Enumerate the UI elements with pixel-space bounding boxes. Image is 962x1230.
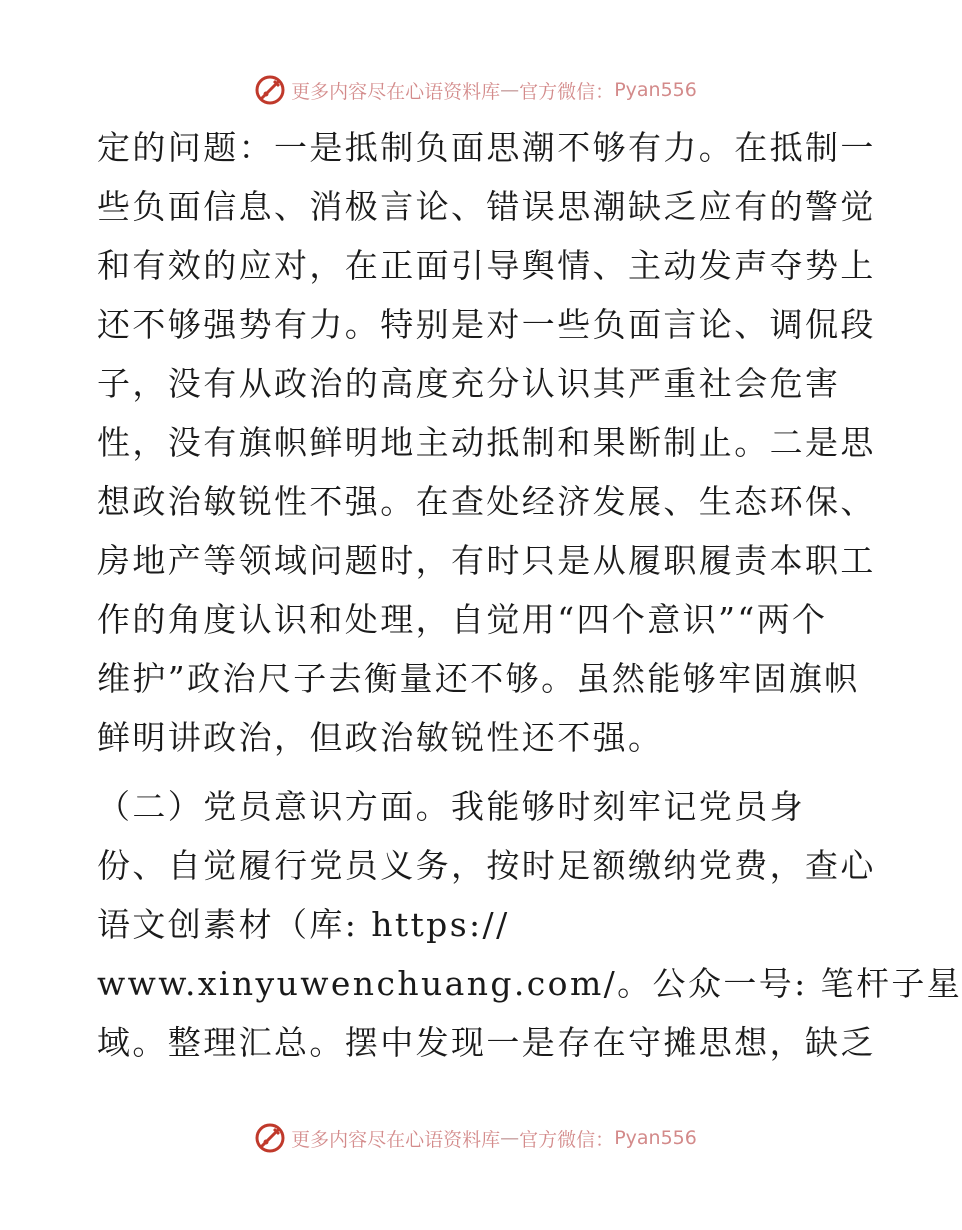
banner-site-text: 更多内容尽在心语资料库 (291, 1128, 501, 1151)
text-line: 些负面信息、消极言论、错误思潮缺乏应有的警觉 (97, 187, 876, 226)
banner-separator: — (500, 79, 520, 101)
banner-separator: — (500, 1127, 520, 1149)
banner-site-text: 更多内容尽在心语资料库 (291, 80, 501, 103)
footer-watermark-banner (0, 1118, 950, 1158)
text-line: 子，没有从政治的高度充分认识其严重社会危害 (97, 364, 841, 403)
body-paragraph-2 (97, 777, 962, 1072)
text-line: 还不够强势有力。特别是对一些负面言论、调侃段 (97, 305, 876, 344)
pen-logo-icon (253, 73, 287, 107)
text-line: 份、自觉履行党员义务，按时足额缴纳党费，查心 (97, 846, 876, 885)
text-line: 鲜明讲政治，但政治敏锐性还不强。 (97, 718, 664, 757)
banner-wechat-label: 官方微信： (519, 1128, 615, 1151)
text-line: 房地产等领域问题时，有时只是从履职履责本职工 (97, 541, 876, 580)
text-line: 维护”政治尺子去衡量还不够。虽然能够牢固旗帜 (97, 659, 860, 698)
header-watermark-banner (0, 70, 950, 110)
pen-logo-icon (253, 1121, 287, 1155)
text-line: www.xinyuwenchuang.com/。公众一号: 笔杆子星 (97, 964, 962, 1003)
text-line: 性，没有旗帜鲜明地主动抵制和果断制止。二是思 (97, 423, 876, 462)
text-line: 语文创素材（库: https:// (97, 905, 510, 944)
text-line: 想政治敏锐性不强。在查处经济发展、生态环保、 (97, 482, 876, 521)
text-line: 定的问题：一是抵制负面思潮不够有力。在抵制一 (97, 128, 876, 167)
text-line: （二）党员意识方面。我能够时刻牢记党员身 (97, 787, 805, 826)
text-line: 域。整理汇总。摆中发现一是存在守摊思想，缺乏 (97, 1023, 876, 1062)
text-line: 和有效的应对，在正面引导舆情、主动发声夺势上 (97, 246, 876, 285)
text-line: 作的角度认识和处理，自觉用“四个意识”“两个 (97, 600, 828, 639)
banner-wechat-id: Pyan556 (614, 79, 697, 101)
banner-wechat-id: Pyan556 (614, 1127, 697, 1149)
banner-wechat-label: 官方微信： (519, 80, 615, 103)
body-paragraph-1 (97, 118, 876, 767)
